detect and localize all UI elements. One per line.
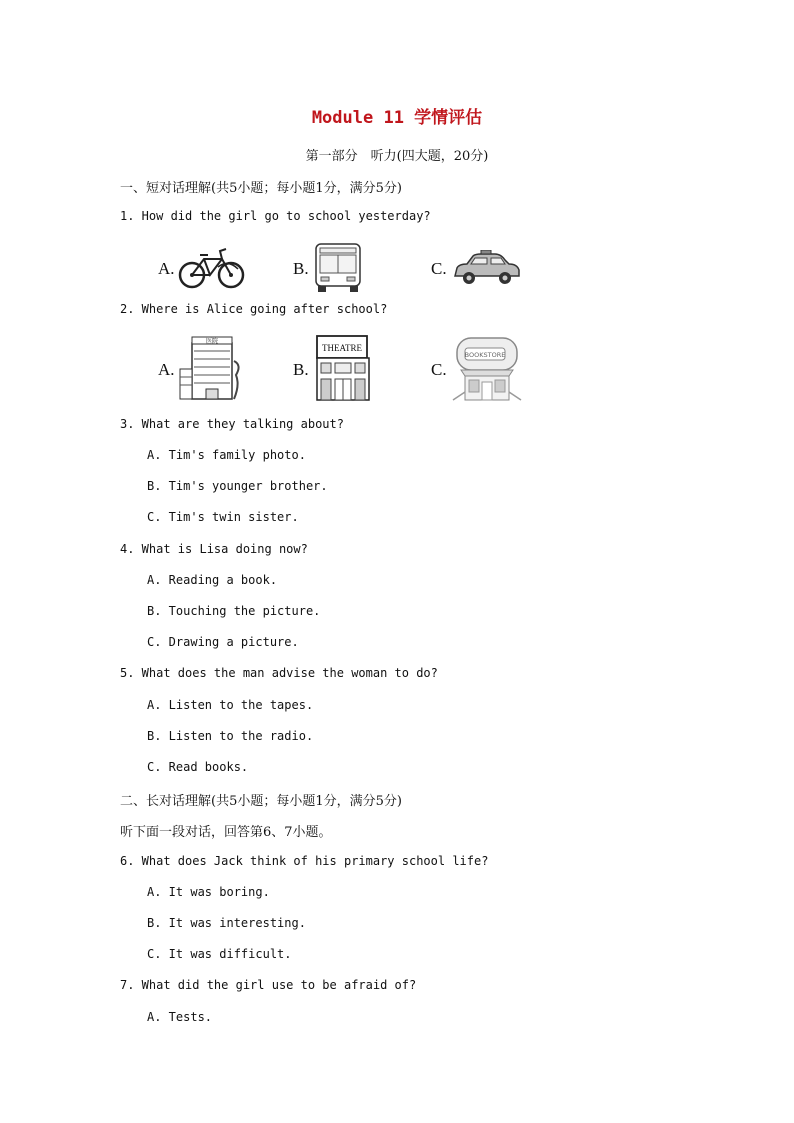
q4-option-c: C. Drawing a picture. bbox=[147, 635, 299, 649]
q4-option-a: A. Reading a book. bbox=[147, 573, 278, 587]
bookstore-sign: BOOKSTORE bbox=[464, 351, 506, 359]
q6-option-a: A. It was boring. bbox=[147, 885, 270, 899]
q6-option-b: B. It was interesting. bbox=[147, 916, 306, 930]
q7-option-a: A. Tests. bbox=[147, 1010, 213, 1024]
page-title: Module 11 学情评估 bbox=[311, 108, 483, 128]
q6-option-c: C. It was difficult. bbox=[147, 947, 292, 961]
section-heading-2: 二、长对话理解(共5小题；每小题1分，满分5分) bbox=[120, 794, 402, 809]
theatre-building-icon bbox=[313, 333, 373, 403]
q2-label-a: A. bbox=[158, 360, 175, 379]
q1-label-b: B. bbox=[293, 259, 309, 278]
q3-option-b: B. Tim's younger brother. bbox=[147, 479, 328, 493]
hospital-sign: 医院 bbox=[205, 338, 219, 345]
q5-option-c: C. Read books. bbox=[147, 760, 249, 774]
theatre-sign: THEATRE bbox=[322, 343, 362, 353]
section-heading-1: 一、短对话理解(共5小题；每小题1分，满分5分) bbox=[120, 181, 402, 196]
question-4: 4. What is Lisa doing now? bbox=[120, 542, 308, 556]
q2-label-b: B. bbox=[293, 360, 309, 379]
question-7: 7. What did the girl use to be afraid of? bbox=[120, 978, 417, 992]
q5-option-b: B. Listen to the radio. bbox=[147, 729, 314, 743]
q1-label-a: A. bbox=[158, 259, 175, 278]
taxi-icon bbox=[451, 250, 523, 286]
q3-option-a: A. Tim's family photo. bbox=[147, 448, 306, 462]
q3-option-c: C. Tim's twin sister. bbox=[147, 510, 299, 524]
q2-label-c: C. bbox=[431, 360, 447, 379]
q1-label-c: C. bbox=[431, 259, 447, 278]
bicycle-icon bbox=[178, 245, 246, 291]
hospital-building-icon bbox=[178, 335, 242, 401]
question-6: 6. What does Jack think of his primary school life? bbox=[120, 854, 489, 868]
question-2: 2. Where is Alice going after school? bbox=[120, 302, 388, 316]
question-5: 5. What does the man advise the woman to do? bbox=[120, 666, 438, 680]
question-1: 1. How did the girl go to school yesterday? bbox=[120, 209, 431, 223]
bus-icon bbox=[313, 240, 363, 294]
part-heading: 第一部分 听力(四大题，20分) bbox=[305, 149, 489, 164]
q5-option-a: A. Listen to the tapes. bbox=[147, 698, 314, 712]
bookstore-building-icon bbox=[451, 336, 523, 402]
q4-option-b: B. Touching the picture. bbox=[147, 604, 321, 618]
section-instruction: 听下面一段对话，回答第6、7小题。 bbox=[120, 825, 332, 840]
question-3: 3. What are they talking about? bbox=[120, 417, 344, 431]
